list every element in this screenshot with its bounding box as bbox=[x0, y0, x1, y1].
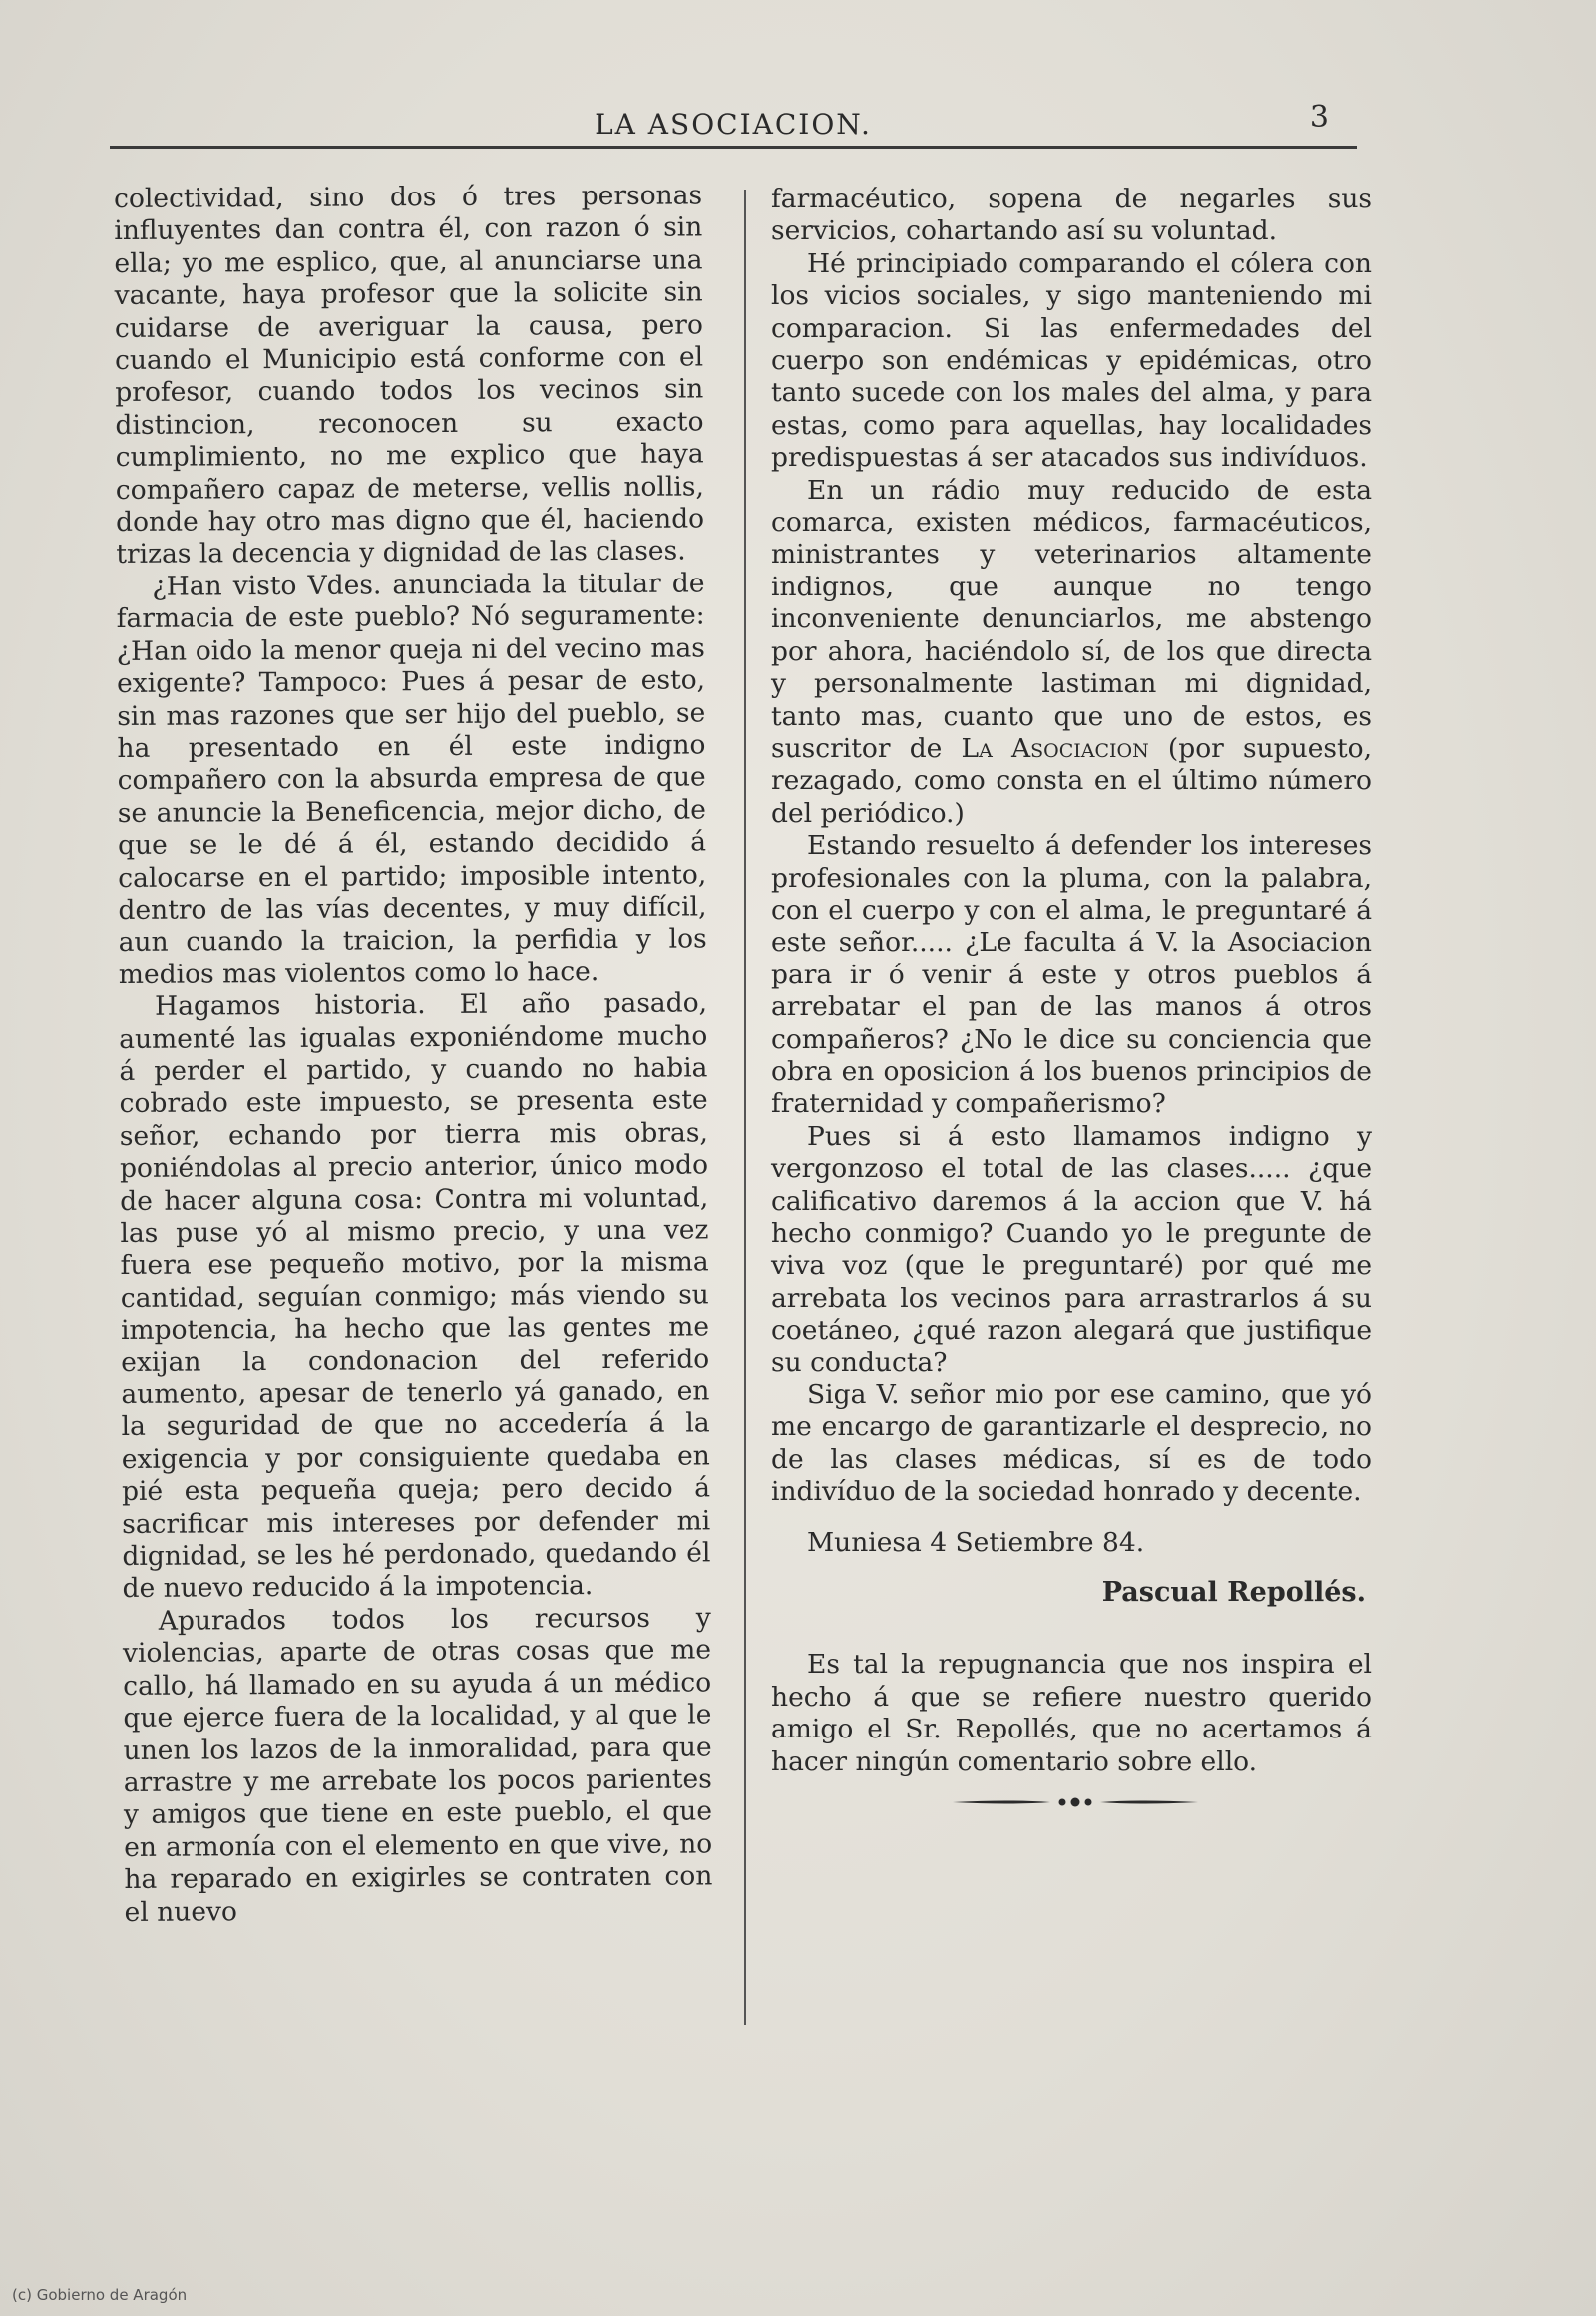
paragraph bbox=[771, 475, 1372, 830]
paragraph: Pues si á esto llamamos indigno y vergonzoso el total de las clases..... ¿que calificativo daremos á la accion que V. há hecho conmigo? Cuando yo le pregunte de viva voz (que le preguntaré) por qué me arrebata los vecinos para arrastrarlos á su coetáneo, ¿qué razon alegará que justifique su conducta? bbox=[771, 1120, 1372, 1378]
right-column bbox=[771, 184, 1372, 1821]
paragraph: Estando resuelto á defender los intereses profesionales con la pluma, con la palabra, con el cuerpo y con el alma, le preguntaré á este señor..... ¿Le faculta á V. la Asociacion para ir ó venir á este y otros pueblos á arrebatar el pan de las manos á otros compañeros? ¿No le dice su conciencia que obra en oposicion á los buenos principios de fraternidad y compañerismo? bbox=[771, 830, 1372, 1120]
page-header bbox=[110, 100, 1357, 149]
paragraph: Apurados todos los recursos y violencias, aparte de otras cosas que me callo, há llamado en su ayuda á un médico que ejerce fuera de la localidad, y al que le unen los lazos de la inmoralidad, para que arrastre y me arrebate los pocos parientes y amigos que tiene en este pueblo, el que en armonía con el elemento en que vive, no ha reparado en exigirles se contraten con el nuevo bbox=[122, 1602, 713, 1928]
paragraph: Siga V. señor mio por ese camino, que yó me encargo de garantizarle el desprecio, no de las clases médicas, sí es de todo indivíduo de la sociedad honrado y decente. bbox=[771, 1379, 1372, 1508]
paragraph: colectividad, sino dos ó tres personas influyentes dan contra él, con razon ó sin ella; yo me esplico, que, al anunciarse una vacante, haya profesor que la solicite sin cuidarse de averiguar la causa, pero cuando el Municipio está conforme con el profesor, cuando todos los vecinos sin distincion, reconocen su exacto cumplimiento, no me explico que haya compañero capaz de meterse, vellis nollis, donde hay otro mas digno que él, haciendo trizas la decencia y dignidad de las clases. bbox=[114, 180, 705, 571]
signature: Pascual Repollés. bbox=[1101, 1577, 1366, 1609]
paragraph-text: En un rádio muy reducido de esta comarca, existen médicos, farmacéuticos, ministrantes y veterinarios altamente indignos, que aunque no tengo inconveniente denunciarlos, me abstengo por ahora, haciéndolo sí, de los que directa y personalmente lastiman mi dignidad, tanto mas, cuanto que uno de estos, es suscritor de bbox=[771, 474, 1372, 764]
paragraph: Hagamos historia. El año pasado, aumenté las igualas exponiéndome mucho á perder el partido, y cuando no habia cobrado este impuesto, se presenta este señor, echando por tierra mis obras, poniéndolas al precio anterior, único modo de hacer alguna cosa: Contra mi voluntad, las puse yó al mismo precio, y una vez fuera ese pequeño motivo, por la misma cantidad, seguían conmigo; más viendo su impotencia, ha hecho que las gentes me exijan la condonacion del referido aumento, apesar de tenerlo yá ganado, en la seguridad de que no accedería á la exigencia y por consiguiente quedaba en pié esta pequeña queja; pero decido á sacrificar mis intereses por defender mi dignidad, se les hé perdonado, quedando él de nuevo reducido á la impotencia. bbox=[119, 987, 711, 1605]
paragraph-text: (por supuesto, rezagado, como consta en el último número del periódico.) bbox=[771, 732, 1373, 829]
paragraph: farmacéutico, sopena de negarles sus servicios, cohartando así su voluntad. bbox=[771, 184, 1372, 247]
ornament-rule-icon bbox=[951, 1792, 1200, 1812]
paragraph: Hé principiado comparando el cólera con los vicios sociales, y sigo manteniendo mi comparacion. Si las enfermedades del cuerpo son endémicas y epidémicas, otro tanto sucede con los males del alma, y para estas, como para aquellas, hay localidades predispuestas á ser atacados sus indivíduos. bbox=[771, 247, 1372, 474]
left-column bbox=[114, 180, 713, 1929]
page-number: 3 bbox=[1309, 100, 1329, 135]
journal-name: La Asociacion bbox=[961, 732, 1149, 764]
column-divider bbox=[744, 190, 746, 2025]
publication-title: LA ASOCIACION. bbox=[595, 108, 872, 141]
editorial-note: Es tal la repugnancia que nos inspira el hecho á que se refiere nuestro querido amigo el Sr. Repollés, que no acertamos á hacer ningún comentario sobre ello. bbox=[771, 1649, 1372, 1777]
paragraph: ¿Han visto Vdes. anunciada la titular de farmacia de este pueblo? Nó seguramente: ¿Han oido la menor queja ni del vecino mas exigente? Tampoco: Pues á pesar de esto, sin mas razones que ser hijo del pueblo, se ha presentado en él este indigno compañero con la absurda empresa de que se anuncie la Beneficencia, mejor dicho, de que se le dé á él, estando decidido á calocarse en el partido; imposible intento, dentro de las vías decentes, y muy difícil, aun cuando la traicion, la perfidia y los medios mas violentos como lo hace. bbox=[116, 568, 707, 990]
copyright-notice: (c) Gobierno de Aragón bbox=[12, 2286, 188, 2304]
place-date: Muniesa 4 Setiembre 84. bbox=[807, 1526, 1145, 1558]
